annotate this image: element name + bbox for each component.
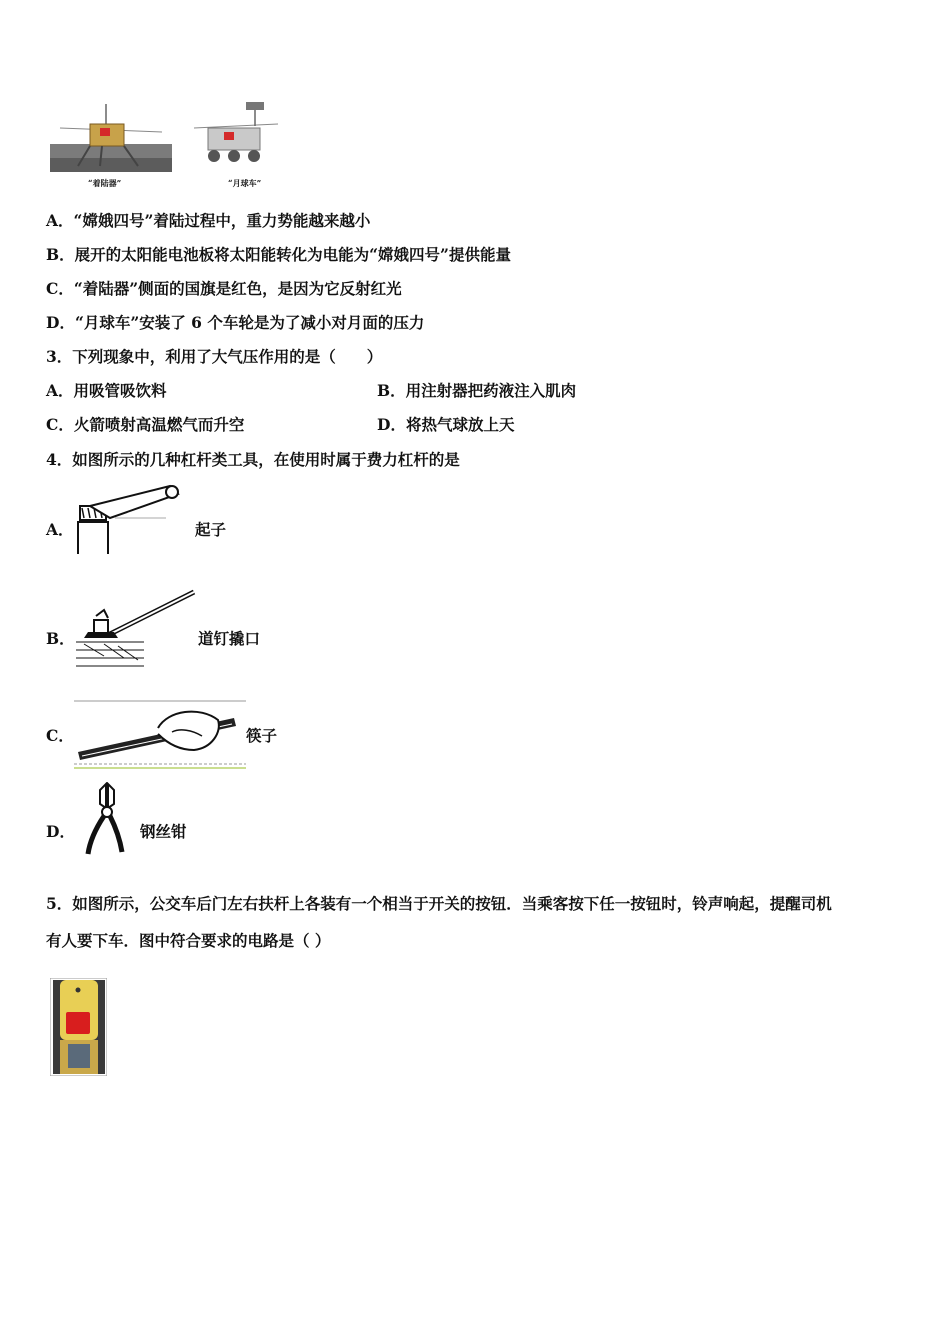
bottle-opener-figure	[70, 482, 185, 554]
q4-option-c-letter: C．	[46, 726, 74, 745]
q4-option-a-label: 起子	[195, 520, 227, 539]
q4-option-d-label: 钢丝钳	[140, 822, 187, 841]
spike-puller-figure	[74, 588, 198, 674]
lander-figure	[50, 98, 172, 194]
q3-option-b: B．用注射器把药液注入肌肉	[377, 381, 577, 400]
rover-caption: “月球车”	[228, 178, 262, 188]
chopsticks-figure	[72, 698, 248, 770]
q3-stem: 3．下列现象中，利用了大气压作用的是（ ）	[46, 347, 383, 366]
q5-stem-line1: 5．如图所示，公交车后门左右扶杆上各装有一个相当于开关的按钮．当乘客按下任一按钮时，铃声响起，提醒司机	[46, 894, 832, 913]
q2-option-c: C．“着陆器”侧面的国旗是红色，是因为它反射红光	[46, 279, 402, 298]
q4-option-c-label: 筷子	[246, 726, 278, 745]
q5-stem-line2: 有人要下车．图中符合要求的电路是（ ）	[46, 931, 331, 950]
q3-option-a: A．用吸管吸饮料	[46, 381, 167, 400]
rover-figure	[186, 98, 284, 194]
pliers-figure	[84, 782, 128, 858]
q4-option-a-letter: A．	[46, 520, 74, 539]
q4-option-d-letter: D．	[46, 822, 75, 841]
q2-option-d: D．“月球车”安装了 6 个车轮是为了减小对月面的压力	[46, 313, 425, 332]
q3-option-d: D．将热气球放上天	[377, 415, 515, 434]
bus-button-photo	[50, 978, 107, 1076]
q3-option-c: C．火箭喷射高温燃气而升空	[46, 415, 245, 434]
q4-option-b-letter: B．	[46, 629, 75, 648]
lander-caption: “着陆器”	[88, 178, 122, 188]
q4-stem: 4．如图所示的几种杠杆类工具，在使用时属于费力杠杆的是	[46, 450, 460, 469]
q2-option-b: B．展开的太阳能电池板将太阳能转化为电能为“嫦娥四号”提供能量	[46, 245, 511, 264]
q2-option-a: A．“嫦娥四号”着陆过程中，重力势能越来越小	[46, 211, 371, 230]
q4-option-b-label: 道钉撬口	[198, 629, 261, 648]
